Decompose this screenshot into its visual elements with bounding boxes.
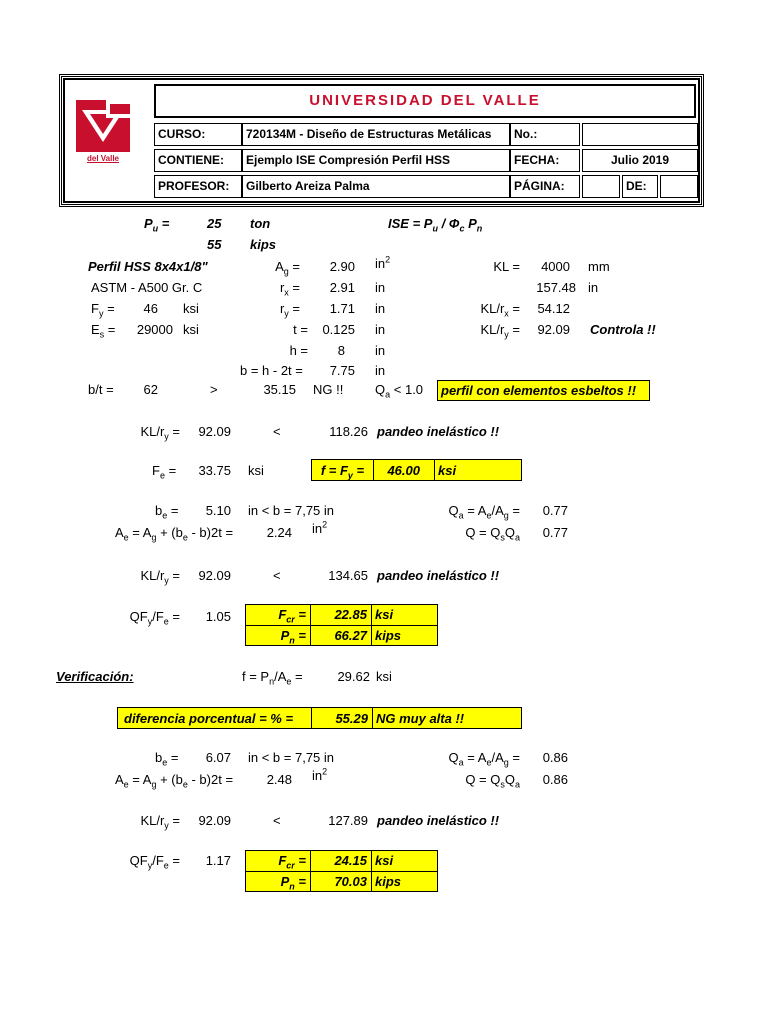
s2-q-value: 0.86 — [542, 772, 568, 787]
h-label: h = — [289, 343, 308, 358]
ag-unit-text: in — [375, 256, 386, 271]
s1-pn-unit: kips — [371, 625, 438, 646]
s2-fcr-unit: ksi — [371, 850, 438, 871]
ag-value: 2.90 — [329, 259, 355, 274]
es-value: 29000 — [136, 322, 173, 337]
diff-label: diferencia porcentual = % = — [117, 707, 312, 729]
s1-qfyfe-value: 1.05 — [205, 609, 231, 624]
university-title: UNIVERSIDAD DEL VALLE — [309, 92, 541, 109]
s2-fcr-value: 24.15 — [310, 850, 372, 871]
t-label: t = — [293, 322, 308, 337]
klry-value: 92.09 — [537, 322, 570, 337]
s2-qfyfe-value: 1.17 — [205, 853, 231, 868]
s2-pn-label: $P_n$ = — [245, 871, 311, 892]
s1-fe-unit: ksi — [248, 463, 264, 478]
s1-f-unit: ksi — [434, 459, 522, 481]
bt-value: 62 — [143, 382, 158, 397]
kl-in-value: 157.48 — [536, 280, 576, 295]
curso-value: 720134M - Diseño de Estructuras Metálicas — [242, 123, 510, 146]
s2-fcr-label: $F_{cr}$ = — [245, 850, 311, 871]
s1-f-label: $f = F_y$ = — [311, 459, 374, 481]
s1-be-value: 5.10 — [205, 503, 231, 518]
s2-qa-value: 0.86 — [542, 750, 568, 765]
qa-check: $Q_a < 1.0$ — [375, 382, 424, 400]
s2-ae-unit: $in^2$ — [312, 766, 328, 783]
s2-pn-value: 70.03 — [310, 871, 372, 892]
perfil-name: Perfil HSS 8x4x1/8" — [88, 259, 208, 274]
de-value — [660, 175, 698, 198]
kl-label: KL = — [493, 259, 520, 274]
b-unit: in — [375, 363, 386, 378]
s1-klry2-value: 92.09 — [198, 568, 231, 583]
verificacion-title: Verificación: — [56, 669, 134, 684]
s2-be-note: in < b = 7,75 in — [248, 750, 335, 765]
verif-f-unit: ksi — [376, 669, 392, 684]
s1-pn-value: 66.27 — [310, 625, 372, 646]
university-logo — [72, 96, 134, 172]
pu-ton-unit: ton — [250, 216, 271, 231]
s1-be-note: in < b = 7,75 in — [248, 503, 335, 518]
kl-unit: mm — [588, 259, 610, 274]
s1-fe-value: 33.75 — [198, 463, 231, 478]
s1-f-value: 46.00 — [373, 459, 435, 481]
s2-limit: 127.89 — [328, 813, 368, 828]
h-unit: in — [375, 343, 386, 358]
s1-limit2: 134.65 — [328, 568, 368, 583]
s1-fcr-unit: ksi — [371, 604, 438, 625]
b-label: b = h - 2t = — [240, 363, 303, 378]
contiene-label: CONTIENE: — [154, 149, 242, 172]
no-label: No.: — [510, 123, 580, 146]
s2-q-label: $Q = Q_sQ_a$ — [465, 772, 520, 790]
contiene-value: Ejemplo ISE Compresión Perfil HSS — [242, 149, 510, 172]
de-label: DE: — [622, 175, 658, 198]
ry-value: 1.71 — [329, 301, 355, 316]
pagina-label: PÁGINA: — [510, 175, 580, 198]
bt-ng: NG !! — [313, 382, 344, 397]
s2-klry-value: 92.09 — [198, 813, 231, 828]
pagina-value — [582, 175, 620, 198]
s1-q-label: $Q = Q_sQ_a$ — [465, 525, 520, 543]
s2-ae-value: 2.48 — [266, 772, 292, 787]
s2-lt: < — [273, 813, 281, 828]
s2-klry-label: $KL/r_y$ = — [140, 813, 180, 831]
qa-check-text: < 1.0 — [393, 382, 424, 397]
s1-klry-label: $KL/r_y$ = — [140, 424, 180, 442]
ise-formula-text: ISE = P — [388, 216, 433, 231]
h-value: 8 — [337, 343, 345, 358]
bt-gt: > — [210, 382, 218, 397]
ag-unit: $in^2$ — [375, 254, 391, 271]
fy-value: 46 — [143, 301, 158, 316]
astm-spec: ASTM - A500 Gr. C — [91, 280, 203, 295]
s1-fcr-label: $F_{cr}$ = — [245, 604, 311, 625]
verif-f-value: 29.62 — [337, 669, 370, 684]
s2-be-value: 6.07 — [205, 750, 231, 765]
ry-label: $r_y$ = — [279, 301, 300, 319]
curso-label: CURSO: — [154, 123, 242, 146]
s1-pn-label: $P_n$ = — [245, 625, 311, 646]
bt-label: b/t = — [88, 382, 114, 397]
pu-ton-value: 25 — [207, 216, 222, 231]
pu-symbol: $P_u$ = — [144, 216, 170, 234]
controla-note: Controla !! — [590, 322, 656, 337]
klrx-label: $KL/r_x$ = — [480, 301, 520, 319]
verif-f-formula-text: f = P — [242, 669, 270, 684]
s1-fcr-value: 22.85 — [310, 604, 372, 625]
diff-msg: NG muy alta !! — [372, 707, 522, 729]
klrx-value: 54.12 — [537, 301, 570, 316]
es-unit: ksi — [183, 322, 199, 337]
rx-unit: in — [375, 280, 386, 295]
no-value — [582, 123, 698, 146]
bt-limit: 35.15 — [263, 382, 296, 397]
fecha-value: Julio 2019 — [582, 149, 698, 172]
s1-ae-value: 2.24 — [266, 525, 292, 540]
s1-ae-label: $A_e = A_g + (b_e - b)2t$ = — [115, 525, 234, 543]
s2-qa-label: $Q_a = A_e/A_g$ = — [448, 750, 520, 768]
s1-ae-unit-text: in — [312, 521, 323, 536]
t-unit: in — [375, 322, 386, 337]
fy-label: $F_y$ = — [91, 301, 115, 319]
diff-value: 55.29 — [311, 707, 373, 729]
s1-qa-label: $Q_a = A_e/A_g$ = — [448, 503, 520, 521]
s1-msg: pandeo inelástico !! — [377, 424, 500, 439]
ry-unit: in — [375, 301, 386, 316]
fecha-label: FECHA: — [510, 149, 580, 172]
pu-kips-unit: kips — [250, 237, 277, 252]
verif-f-formula: $f = P_n/A_e$ = — [242, 669, 303, 687]
s1-msg2: pandeo inelástico !! — [377, 568, 500, 583]
s2-ae-unit-text: in — [312, 768, 323, 783]
s1-lt: < — [273, 424, 281, 439]
profesor-label: PROFESOR: — [154, 175, 242, 198]
klry-label: $KL/r_y$ = — [480, 322, 520, 340]
s1-ae-unit: $in^2$ — [312, 519, 328, 536]
pu-kips-value: 55 — [207, 237, 222, 252]
ise-formula: ISE = $P_u / \Phi_c$ $P_n$ — [388, 216, 483, 234]
s1-klry-value: 92.09 — [198, 424, 231, 439]
logo-text-2: del Valle — [86, 154, 120, 163]
s1-fe-label: $F_e$ = — [152, 463, 177, 481]
s1-q-value: 0.77 — [542, 525, 568, 540]
logo-text-1: Universidad — [80, 145, 126, 154]
t-value: 0.125 — [322, 322, 355, 337]
s1-be-label: $b_e$ = — [155, 503, 179, 521]
s1-qfyfe-label: $QF_y/F_e$ = — [129, 609, 180, 627]
kl-in-unit: in — [588, 280, 599, 295]
s1-qa-value: 0.77 — [542, 503, 568, 518]
s1-lt2: < — [273, 568, 281, 583]
s1-limit: 118.26 — [329, 424, 368, 439]
s2-qfyfe-label: $QF_y/F_e$ = — [129, 853, 180, 871]
s1-klry2-label: $KL/r_y$ = — [140, 568, 180, 586]
rx-value: 2.91 — [329, 280, 355, 295]
s2-ae-label: $A_e = A_g + (b_e - b)2t$ = — [115, 772, 234, 790]
kl-value: 4000 — [541, 259, 570, 274]
s2-msg: pandeo inelástico !! — [377, 813, 500, 828]
s2-be-label: $b_e$ = — [155, 750, 179, 768]
rx-label: $r_x$ = — [279, 280, 300, 298]
fy-unit: ksi — [183, 301, 199, 316]
ag-label: $A_g$ = — [275, 259, 300, 277]
b-value: 7.75 — [329, 363, 355, 378]
es-label: $E_s$ = — [91, 322, 116, 340]
profesor-value: Gilberto Areiza Palma — [242, 175, 510, 198]
s2-pn-unit: kips — [371, 871, 438, 892]
esbeltos-note: perfil con elementos esbeltos !! — [437, 380, 650, 401]
